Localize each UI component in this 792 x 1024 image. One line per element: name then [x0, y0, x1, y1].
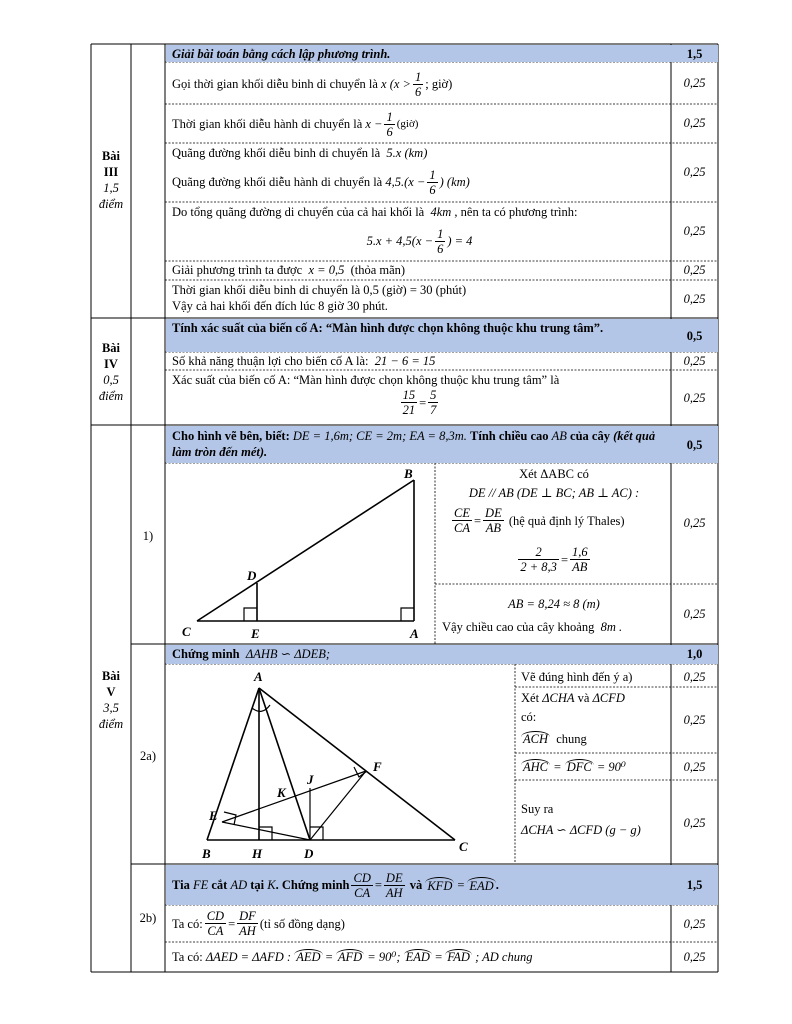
p2b-step2-score: 0,25 — [683, 950, 706, 964]
section-points: 1,5 — [103, 181, 119, 195]
numerator: DE — [385, 870, 403, 885]
bai4-row2-score: 0,25 — [683, 391, 706, 405]
math: ΔCHA ∽ ΔCFD (g − g) — [521, 823, 641, 837]
fraction — [351, 871, 372, 900]
numerator: 1 — [429, 167, 436, 182]
equals: = — [374, 878, 382, 892]
math-angle: FAD — [447, 950, 470, 964]
section-points: 3,5 — [103, 701, 119, 715]
text: Gọi thời gian khối diễu binh di chuyển là — [172, 77, 378, 91]
text: Suy ra — [521, 802, 554, 816]
section-number: IV — [104, 357, 118, 371]
text: (thỏa mãn) — [350, 263, 406, 277]
math: ΔCFD — [592, 691, 625, 705]
text: và — [577, 691, 590, 705]
math: 5.x (km) — [386, 146, 428, 160]
p2a-step3 — [521, 759, 669, 775]
math: = 90⁰ — [596, 760, 626, 774]
math: = 90⁰; — [367, 950, 401, 964]
numerator: 2 — [518, 545, 559, 560]
text: Thời gian khối diễu binh di chuyển là — [172, 283, 361, 297]
segment-ac — [259, 688, 455, 840]
text: Ta có: — [172, 916, 203, 931]
p2b-step1-score: 0,25 — [683, 917, 706, 931]
math-angle: AED — [296, 950, 321, 964]
math: ΔAED = ΔAFD : — [205, 950, 292, 964]
text: cắt — [211, 878, 228, 892]
segment-ef — [222, 771, 366, 822]
text: có: — [521, 710, 537, 724]
text: Quãng đường khối diễu binh di chuyển là — [172, 146, 381, 160]
equals: = — [553, 760, 562, 774]
numerator: 1 — [386, 109, 393, 124]
equals: = — [419, 395, 427, 410]
math-angle: AHC — [523, 760, 548, 774]
p1-step1: Xét ΔABC có — [519, 467, 589, 481]
text: ; giờ) — [425, 77, 453, 91]
text: Số khả năng thuận lợi cho biến cố A là: — [172, 354, 369, 368]
text: Xét — [521, 691, 540, 705]
math-angle: AFD — [337, 950, 363, 964]
numerator: 5 — [430, 388, 437, 402]
denominator: AH — [239, 924, 256, 938]
numerator: 1 — [414, 69, 422, 84]
text: Giải phương trình ta được — [172, 263, 303, 277]
math: 5.x + 4,5(x − — [366, 234, 434, 248]
denominator: CA — [454, 521, 470, 535]
bai3-row1-score: 0,25 — [683, 76, 706, 90]
text: chung — [556, 732, 587, 746]
point-a-label: A — [410, 626, 419, 641]
numerator: 1 — [437, 226, 444, 241]
section-number: V — [106, 685, 116, 699]
p2a-step2-score: 0,25 — [683, 713, 706, 727]
math: (x > — [389, 77, 411, 91]
text: tại — [250, 878, 265, 892]
math: AD — [230, 878, 248, 892]
math-angle: DFC — [566, 760, 592, 774]
equals: = — [473, 513, 482, 528]
point-c-label: C — [182, 624, 191, 639]
point-f-label: F — [373, 759, 382, 774]
math: ) = 4 — [447, 234, 473, 248]
denominator: 6 — [386, 124, 393, 139]
text: Chứng minh — [172, 647, 240, 661]
point-a-label: A — [254, 669, 263, 684]
denominator: CA — [354, 885, 371, 900]
point-b-label: B — [202, 846, 211, 861]
text: (giờ) — [396, 118, 419, 130]
bai5-p2a-header-score: 1,0 — [686, 647, 703, 661]
point-d-label: D — [304, 846, 314, 861]
text: Vậy chiều cao của cây khoảng — [442, 620, 595, 634]
math: 21 − 6 = 15 — [374, 354, 436, 368]
p1-step2: DE // AB (DE ⊥ BC; AB ⊥ AC) : — [468, 486, 640, 500]
denominator: AB — [572, 560, 588, 574]
point-k-label: K — [277, 785, 286, 800]
numerator: DE — [485, 506, 502, 520]
p2b-step1 — [172, 906, 667, 941]
fraction — [205, 909, 226, 938]
math: ΔAHB ∽ ΔDEB; — [245, 647, 331, 661]
bai3-row3-score: 0,25 — [683, 165, 706, 179]
equals: = — [560, 552, 568, 567]
p2b-step2 — [172, 949, 667, 965]
text: (kết quả làm tròn đến mét). — [172, 429, 656, 459]
math: x = 0,5 — [308, 263, 345, 277]
math: FE — [192, 878, 209, 892]
equals: = — [325, 950, 333, 964]
bai3-header-score: 1,5 — [686, 47, 703, 61]
numerator: 1,6 — [572, 545, 588, 559]
text: Tính chiều cao — [470, 429, 549, 443]
math: 0,5 (giờ) = 30 (phút) — [363, 283, 467, 297]
math: K — [267, 878, 276, 892]
text: Do tổng quãng đường di chuyển của cả hai khối là — [172, 205, 425, 219]
point-b-label: B — [404, 466, 413, 481]
bai5-p1-header-score: 0,5 — [686, 438, 703, 452]
segment-ad — [259, 688, 310, 840]
denominator: 6 — [437, 241, 444, 256]
denominator: CA — [207, 924, 224, 938]
section-number: III — [103, 165, 119, 179]
right-angle-f — [354, 767, 367, 777]
numerator: 15 — [402, 388, 416, 402]
math-angle: EAD — [469, 878, 494, 893]
p2a-step1: Vẽ đúng hình đến ý a) — [521, 670, 633, 684]
bai5-p2b-header-score: 1,5 — [686, 878, 703, 892]
section-unit: điểm — [98, 717, 124, 731]
equals: = — [228, 916, 236, 931]
numerator: DF — [239, 909, 256, 923]
section-word: Bài — [101, 341, 121, 355]
bai4-row1-score: 0,25 — [683, 354, 706, 368]
bai4-header: Tính xác suất của biến cố A: “Màn hình được chọn không thuộc khu trung tâm”. — [172, 321, 604, 335]
right-angle-h — [259, 827, 272, 840]
point-c-label: C — [459, 839, 468, 854]
section-word: Bài — [101, 669, 121, 683]
fraction — [384, 871, 405, 900]
bai3-row6-score: 0,25 — [683, 292, 706, 306]
denominator: 7 — [430, 403, 437, 417]
text: , nên ta có phương trình: — [454, 205, 578, 219]
equals: = — [435, 950, 443, 964]
denominator: 6 — [414, 84, 422, 99]
math-angle: EAD — [405, 950, 430, 964]
math: ) (km) — [439, 175, 470, 189]
equals: = — [457, 878, 465, 892]
text: Vậy cả hai khối đến đích lúc 8 giờ 30 phút. — [172, 299, 388, 313]
segment-de — [222, 822, 310, 840]
section-word: Bài — [101, 149, 121, 163]
p1-step-score: 0,25 — [683, 516, 706, 530]
bai5-part2a-label: 2a) — [140, 749, 156, 763]
math: 8m . — [600, 620, 623, 634]
text: và — [409, 878, 423, 892]
section-points: 0,5 — [103, 373, 119, 387]
bai3-row4-score: 0,25 — [683, 224, 706, 238]
p2a-step2 — [521, 690, 669, 747]
math: ; AD chung — [475, 950, 533, 964]
point-e-label: E — [251, 626, 260, 641]
numerator: CD — [353, 870, 371, 885]
text: . Chứng minh — [275, 878, 350, 892]
text: Cho hình vẽ bên, biết: — [172, 429, 290, 443]
fraction — [237, 909, 258, 938]
p1-step5: AB = 8,24 ≈ 8 (m) — [508, 597, 600, 611]
denominator: 6 — [429, 182, 436, 197]
math: x — [381, 77, 387, 91]
text: Thời gian khối diễu hành di chuyển là — [172, 117, 363, 131]
denominator: 2 + 8,3 — [520, 560, 557, 574]
math: 4,5.(x − — [385, 175, 426, 189]
bai4-header-score: 0,5 — [686, 329, 703, 343]
math: 4km — [430, 205, 452, 219]
p2a-step4-score: 0,25 — [683, 816, 706, 830]
bai3-row5-score: 0,25 — [683, 263, 706, 277]
p2a-step4 — [521, 801, 669, 838]
section-unit: điểm — [98, 197, 124, 211]
text: (tỉ số đồng dạng) — [259, 916, 345, 931]
math: x − — [365, 117, 383, 131]
bai3-row2-score: 0,25 — [683, 116, 706, 130]
bai5-part1-label: 1) — [142, 529, 154, 543]
bai3-header: Giải bài toán bằng cách lập phương trình. — [172, 47, 391, 61]
p2a-step1-score: 0,25 — [683, 670, 706, 684]
math: ΔCHA — [542, 691, 575, 705]
denominator: 21 — [402, 403, 416, 417]
numerator: CD — [206, 909, 225, 923]
math-angle: ACH — [523, 732, 548, 746]
p2a-step3-score: 0,25 — [683, 760, 706, 774]
section-unit: điểm — [98, 389, 124, 403]
bai4-row2: Xác suất của biến cố A: “Màn hình được chọn không thuộc khu trung tâm” là — [172, 373, 560, 387]
text: Quãng đường khối diễu hành di chuyển là — [172, 175, 383, 189]
point-j-label: J — [307, 772, 314, 787]
text: Ta có: — [172, 950, 203, 964]
bai5-p2b-header: Tia FE cắt AD tại K . Chứng minh $\frac{CD}{CA}$ = $\frac{DE}{AH}$ và KFD = EAD . — [172, 870, 499, 900]
text: của cây — [570, 429, 610, 443]
math: DE = 1,6m; CE = 2m; EA = 8,3m. — [292, 429, 467, 443]
math: AB — [551, 429, 567, 443]
denominator: AB — [485, 521, 502, 535]
numerator: CE — [454, 506, 470, 520]
p1-step5-score: 0,25 — [683, 607, 706, 621]
denominator: AH — [385, 885, 403, 900]
text: Tia — [172, 878, 190, 892]
point-d-label: D — [247, 568, 257, 583]
bai5-part2b-label: 2b) — [139, 911, 157, 925]
math-angle: KFD — [427, 878, 453, 893]
point-e-label: E — [209, 808, 218, 823]
text: (hệ quả định lý Thales) — [508, 513, 625, 528]
point-h-label: H — [252, 846, 263, 861]
